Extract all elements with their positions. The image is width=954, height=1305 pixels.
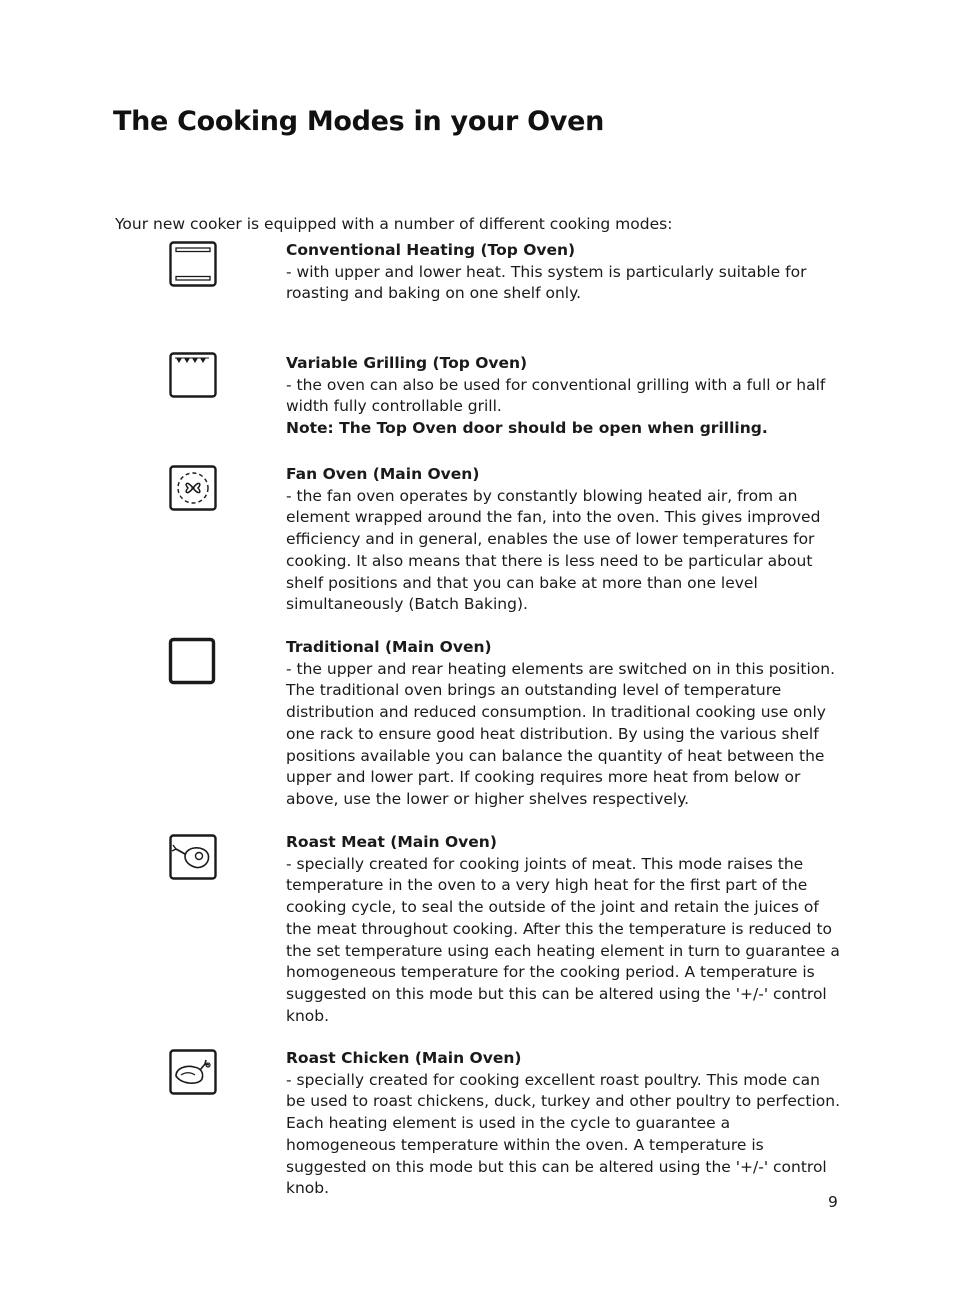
mode-fan-oven bbox=[286, 464, 842, 616]
mode-traditional bbox=[286, 637, 842, 811]
fan-icon bbox=[168, 464, 218, 512]
roast-meat-icon bbox=[168, 833, 218, 881]
mode-variable-grilling bbox=[286, 353, 842, 440]
traditional-icon bbox=[168, 637, 218, 685]
mode-description: - the upper and rear heating elements are switched on in this position. The traditional oven brings an outstanding level of temperature distribution and reduced consumption. In traditional cooking use only one rack to ensure good heat distribution. By using the various shelf positions available you can balance the quantity of heat between the upper and lower part. If cooking requires more heat from below or above, use the lower or higher shelves respectively. bbox=[286, 659, 836, 808]
page-number: 9 bbox=[828, 1193, 838, 1211]
mode-description: - with upper and lower heat. This system is particularly suitable for roasting and baking on one shelf only. bbox=[286, 262, 807, 303]
roast-chicken-icon bbox=[168, 1048, 218, 1096]
mode-roast-meat bbox=[286, 832, 842, 1027]
mode-title: Variable Grilling (Top Oven) bbox=[286, 354, 528, 372]
conventional-heating-icon bbox=[168, 240, 218, 288]
mode-title: Roast Chicken (Main Oven) bbox=[286, 1049, 522, 1067]
page-title: The Cooking Modes in your Oven bbox=[113, 106, 605, 137]
mode-description: - the fan oven operates by constantly blowing heated air, from an element wrapped around the fan, into the oven. This gives improved efficiency and in general, enables the use of lower temperatures for cooking. It also means that there is less need to be particular about shelf positions and that you can bake at more than one level simultaneously (Batch Baking). bbox=[286, 486, 821, 614]
mode-title: Fan Oven (Main Oven) bbox=[286, 465, 480, 483]
mode-title: Traditional (Main Oven) bbox=[286, 638, 492, 656]
mode-description: - specially created for cooking excellent roast poultry. This mode can be used to roast chickens, duck, turkey and other poultry to perfection. Each heating element is used in the cycle to guarantee a homogeneous temperature within the oven. A temperature is suggested on this mode but this can be altered using the '+/-' control knob. bbox=[286, 1070, 840, 1198]
intro-text: Your new cooker is equipped with a number of different cooking modes: bbox=[115, 215, 673, 233]
grill-icon bbox=[168, 351, 218, 399]
mode-description: - specially created for cooking joints of meat. This mode raises the temperature in the oven to a very high heat for the first part of the cooking cycle, to seal the outside of the joint and retain the juices of the meat throughout cooking. After this the temperature is reduced to the set temperature using each heating element in turn to guarantee a homogeneous temperature for the cooking period. A temperature is suggested on this mode but this can be altered using the '+/-' control knob. bbox=[286, 854, 840, 1025]
mode-roast-chicken bbox=[286, 1048, 842, 1200]
mode-description: - the oven can also be used for conventional grilling with a full or half width fully controllable grill. bbox=[286, 375, 826, 416]
mode-note: Note: The Top Oven door should be open when grilling. bbox=[286, 419, 768, 438]
mode-conventional-heating bbox=[286, 240, 842, 305]
mode-title: Conventional Heating (Top Oven) bbox=[286, 241, 576, 259]
mode-title: Roast Meat (Main Oven) bbox=[286, 833, 497, 851]
